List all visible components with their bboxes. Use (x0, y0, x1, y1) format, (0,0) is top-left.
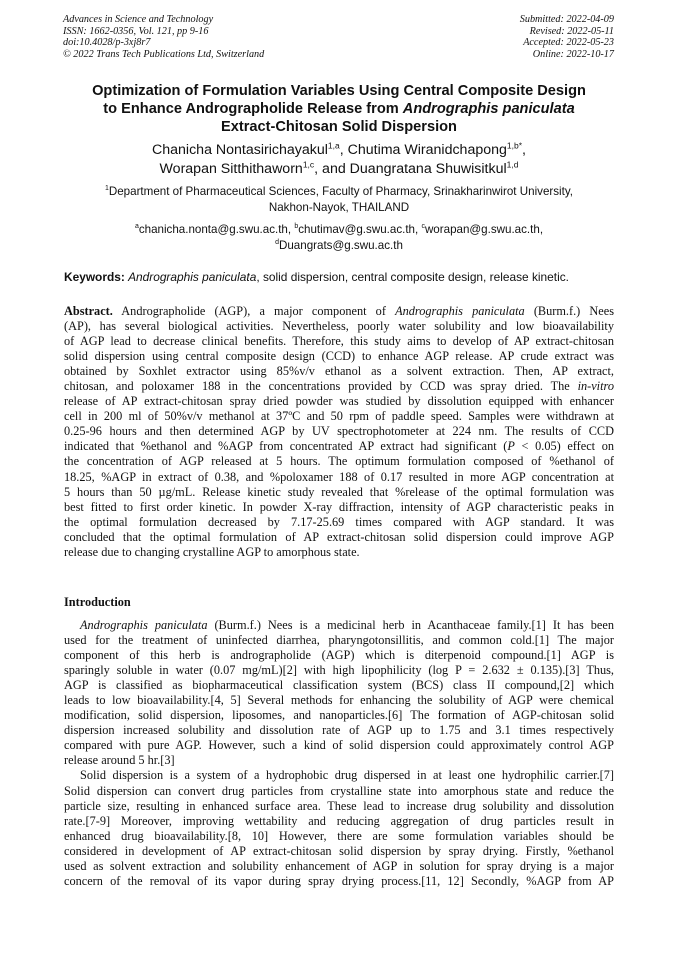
email-sup: d (275, 238, 279, 246)
abstract-text: chitosan, and poloxamer 188 in the concentrations provided by CCD was spray dried. The (64, 379, 578, 394)
abstract-text: Andrographolide (AGP), a major component of (112, 304, 396, 318)
abstract-line (64, 379, 614, 394)
email-link[interactable]: chanicha.nonta@g.swu.ac.th, (138, 223, 295, 236)
body-line: Solid dispersion can convert drug particles from crystalline state into amorphous state and reduce the (64, 783, 614, 798)
title-line-2 (40, 100, 638, 118)
abstract-line (64, 304, 614, 319)
affiliation (40, 184, 638, 216)
abstract-line: release due to changing crystalline AGP to amorphous state. (64, 544, 360, 559)
body-line: release around 5 hr.[3] (64, 753, 175, 768)
title-species: Andrographis paniculata (402, 101, 575, 117)
email-link[interactable]: chutimav@g.swu.ac.th, (298, 223, 422, 236)
emails-line-1 (40, 222, 638, 238)
author-sup: 1,a (327, 140, 340, 151)
abstract-line: cell in 200 ml of 50%v/v methanol at 37ºC and 50 rpm of paddle speed. Samples were withdrawn at (64, 409, 614, 424)
title-text: to Enhance Andrographolide Release from (103, 101, 403, 117)
section-heading-introduction: Introduction (64, 595, 131, 609)
abstract-line: 5 hours than 50 µg/mL. Release kinetic study revealed that %release of the optimal formulation was (64, 484, 614, 499)
submitted-date: Submitted: 2022-04-09 (519, 14, 614, 25)
abstract-line: the optimal formulation decreased by 7.17-25.69 times compared with AGP standard. It was (64, 514, 614, 529)
email-link[interactable]: worapan@g.swu.ac.th, (424, 223, 544, 236)
abstract-line: obtained by Soxhlet extractor using 85%v/v ethanol as a solvent extraction. Then, AP extract, (64, 364, 614, 379)
body-line: sparingly soluble in water (0.07 mg/mL)[2] with high lipophilicity (log P = 2.632 ± 0.135).[3] Thus, (64, 663, 614, 678)
affiliation-line-2: Nakhon-Nayok, THAILAND (268, 201, 410, 214)
author-name: , and Duangratana Shuwisitkul (314, 161, 507, 177)
body-line: used for the treatment of uninfected diarrhea, pharyngotonsillitis, and common cold.[1] The major (64, 633, 614, 648)
authors-line-1 (40, 141, 638, 160)
abstract-line: 18.25, %AGP in extract of 0.38, and %poloxamer 188 of 0.17 resulted in more AGP concentration at (64, 469, 614, 484)
body-line: rate.[7-9] Moreover, improving wettability and reducing aggregation of drug particles result in (64, 813, 614, 828)
journal-name: Advances in Science and Technology (63, 14, 214, 25)
title-line-3: Extract-Chitosan Solid Dispersion (221, 119, 457, 135)
abstract-label: Abstract. (64, 304, 113, 318)
revised-date: Revised: 2022-05-11 (529, 25, 614, 37)
issn-line: ISSN: 1662-0356, Vol. 121, pp 9-16 (63, 25, 209, 37)
abstract-line: 0.25-96 hours and then determined AGP by UV spectrophotometer at 224 nm. The results of CCD (64, 424, 614, 439)
body-line: AGP is classified as biopharmaceutical classification system (BCS) class II compound,[2] which (64, 678, 614, 693)
body-text: (Burm.f.) Nees is a medicinal herb in Acanthaceae family.[1] It has been (207, 618, 614, 632)
author-sup: 1,b* (506, 140, 523, 151)
authors-line-2 (40, 160, 638, 179)
keywords (64, 270, 624, 285)
abstract-text: < 0.05) effect on (514, 439, 614, 454)
body-line: particle size, resulting in enhanced surface area. These lead to increase drug solubility and dissolution (64, 798, 614, 813)
abstract-text: (Burm.f.) Nees (524, 304, 614, 318)
author-name: Worapan Sitthithaworn (159, 161, 303, 177)
abstract-line: of AGP lead to decrease clinical benefits. Therefore, this study aims to develop of AP extract-chitosan (64, 334, 614, 349)
body-line: concern of the removal of its vapor during spray drying process.[11, 12] Secondly, %AGP from AP (64, 873, 614, 888)
paper-title (40, 82, 638, 136)
emails-line-2 (40, 238, 638, 254)
author-emails (40, 222, 638, 253)
email-sup: b (294, 223, 299, 231)
abstract (64, 304, 614, 560)
online-date: Online: 2022-10-17 (532, 48, 614, 60)
abstract-line (64, 439, 614, 454)
introduction-body (64, 618, 614, 889)
body-line (64, 618, 614, 633)
abstract-line: release of AP extract-chitosan spray dried powder was studied by dissolution equipped with enhancer (64, 394, 614, 409)
abstract-italic: in-vitro (577, 379, 614, 394)
body-line: dispersion increased solubility and dissolution rate of AGP up to 1.75 and 3.1 times respectively (64, 723, 614, 738)
body-line: component of this herb is andrographolide (AGP) which is diterpenoid compound.[1] AGP is (64, 648, 614, 663)
abstract-line: the concentration of AGP released at 5 hours. The optimum formulation composed of %ethanol of (64, 454, 614, 469)
abstract-species: Andrographis paniculata (395, 304, 525, 318)
body-line: modification, solid dispersion, liposomes, and nanoparticles.[6] The formation of AGP-chitosan solid (64, 708, 614, 723)
author-sup: 1,d (506, 159, 519, 170)
author-name: Chanicha Nontasirichayakul (152, 142, 328, 158)
affiliation-text: Department of Pharmaceutical Sciences, Faculty of Pharmacy, Srinakharinwirot University, (108, 185, 573, 198)
journal-info (63, 14, 264, 60)
abstract-italic: P (507, 439, 515, 454)
body-line: considered in development of AP extract-chitosan solid dispersion by spray drying. Firstly, %ethanol (64, 843, 614, 858)
affiliation-line-1 (40, 184, 638, 200)
keywords-label: Keywords: (64, 270, 129, 284)
copyright-line: © 2022 Trans Tech Publications Ltd, Switzerland (63, 48, 265, 60)
accepted-date: Accepted: 2022-05-23 (523, 37, 614, 49)
title-line-1: Optimization of Formulation Variables Using Central Composite Design (92, 83, 586, 99)
abstract-line: solid dispersion using central composite design (CCD) to enhance AGP release. AP crude extract was (64, 349, 614, 364)
email-sup: a (134, 223, 139, 231)
body-line: Solid dispersion is a system of a hydrophobic drug dispersed in at least one hydrophilic carrier.[7] (80, 768, 614, 783)
doi-line: doi:10.4028/p-3xj8r7 (63, 37, 151, 49)
email-sup: c (421, 223, 425, 231)
author-sep: , (522, 142, 526, 158)
email-link[interactable]: Duangrats@g.swu.ac.th (278, 238, 403, 252)
abstract-line: (AP), has several biological activities. Nevertheless, poorly water solubility and low bioavailability (64, 319, 614, 334)
abstract-line: concluded that the optimal formulation of AP extract-chitosan solid dispersion could improve AGP (64, 529, 614, 544)
body-line: used as solvent extraction and solubility enhancement of AGP in solution for spray drying is a major (64, 858, 614, 873)
author-list (40, 141, 638, 179)
body-line: compared with pure AGP. However, such a kind of solid dispersion could approximately control AGP (64, 738, 614, 753)
body-species: Andrographis paniculata (80, 618, 208, 632)
keywords-list: , solid dispersion, central composite design, release kinetic. (256, 270, 569, 284)
abstract-text: indicated that %ethanol and %AGP from concentrated AP extract had significant ( (64, 439, 508, 454)
body-line: leads to low bioavailability.[4, 5] Several methods for enhancing the solubility of AGP were chemical (64, 693, 614, 708)
abstract-line: best fitted to first order kinetic. In powder X-ray diffraction, intensity of AGP characteristic peaks in (64, 499, 614, 514)
author-sup: 1,c (302, 159, 315, 170)
affiliation-sup: 1 (104, 185, 109, 193)
keyword-species: Andrographis paniculata (128, 270, 257, 284)
author-name: , Chutima Wiranidchapong (339, 142, 507, 158)
body-line: enhanced drug bioavailability.[8, 10] However, there are some formulation variables should be (64, 828, 614, 843)
publication-dates (520, 14, 614, 60)
